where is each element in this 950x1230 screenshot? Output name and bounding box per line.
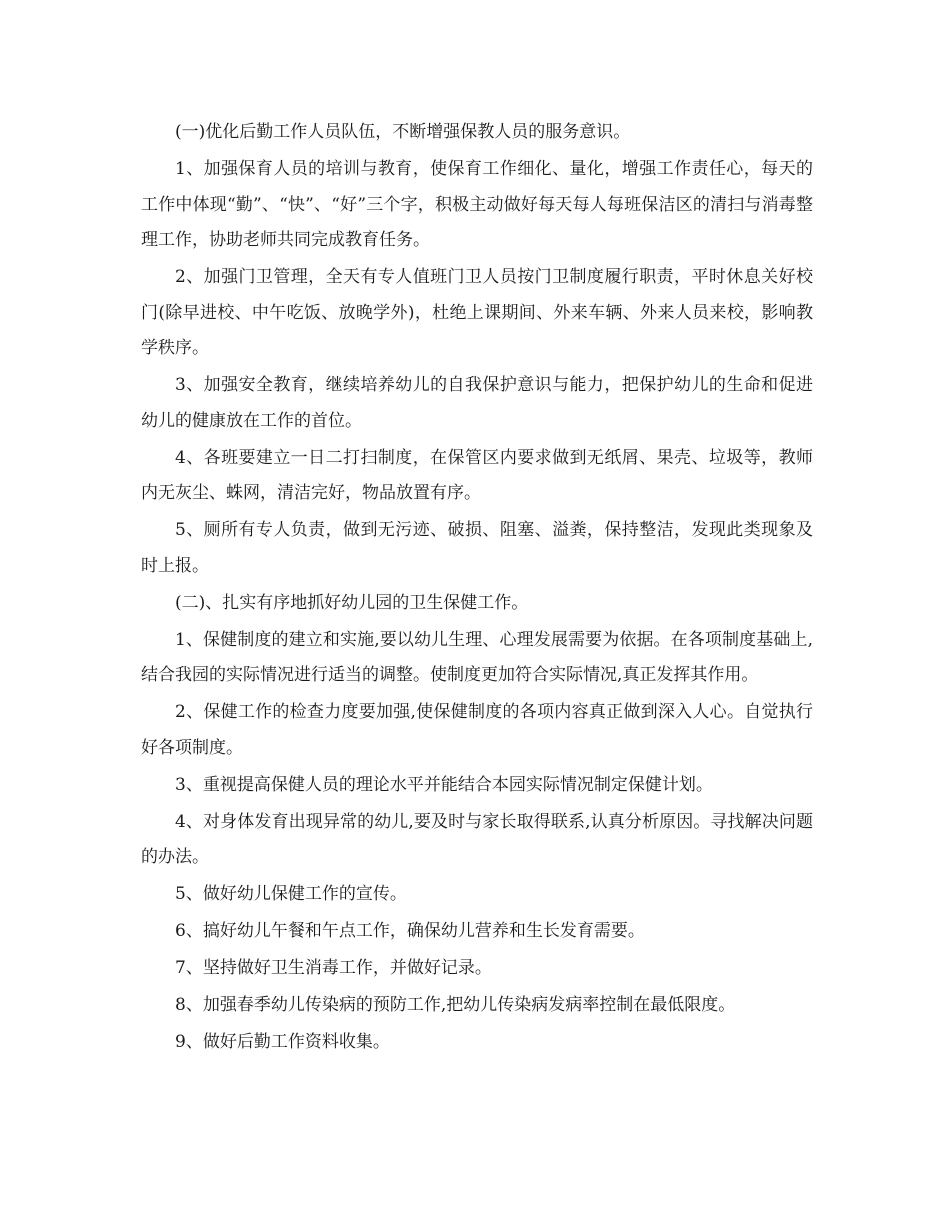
paragraph: 9、做好后勤工作资料收集。 [175,1032,390,1052]
paragraph: 7、坚持做好卫生消毒工作，并做好记录。 [175,958,492,978]
section-heading-1: (一)优化后勤工作人员队伍，不断增强保教人员的服务意识。 [175,122,631,142]
paragraph: 3、重视提高保健人员的理论水平并能结合本园实际情况制定保健计划。 [175,774,713,795]
paragraph: 5、做好幼儿保健工作的宣传。 [175,884,407,904]
paragraph: 3、加强安全教育，继续培养幼儿的自我保护意识与能力，把保护幼儿的生命和促进幼儿的健康放在工作的首位。 [141,375,813,431]
document-body [141,115,813,1062]
paragraph: 4、对身体发育出现异常的幼儿,要及时与家长取得联系,认真分析原因。寻找解决问题的办法。 [141,811,813,867]
paragraph: 6、搞好幼儿午餐和午点工作，确保幼儿营养和生长发育需要。 [175,921,645,941]
paragraph: 2、加强门卫管理，全天有专人值班门卫人员按门卫制度履行职责，平时休息关好校门(除早进校、中午吃饭、放晚学外)，杜绝上课期间、外来车辆、外来人员来校，影响教学秩序。 [141,267,813,358]
paragraph: 1、加强保育人员的培训与教育，使保育工作细化、量化，增强工作责任心，每天的工作中体现“勤”、“快”、“好”三个字，积极主动做好每天每人每班保洁区的清扫与消毒整理工作，协助老师共同完成教育任务。 [141,159,813,250]
paragraph: 1、保健制度的建立和实施,要以幼儿生理、心理发展需要为依据。在各项制度基础上,结合我园的实际情况进行适当的调整。使制度更加符合实际情况,真正发挥其作用。 [141,629,813,685]
paragraph: 4、各班要建立一日二打扫制度，在保管区内要求做到无纸屑、果壳、垃圾等，教师内无灰尘、蛛网，清洁完好，物品放置有序。 [141,447,813,503]
paragraph: 2、保健工作的检查力度要加强,使保健制度的各项内容真正做到深入人心。自觉执行好各项制度。 [141,702,813,758]
paragraph: 8、加强春季幼儿传染病的预防工作,把幼儿传染病发病率控制在最低限度。 [175,995,736,1015]
section-heading-2: (二)、扎实有序地抓好幼儿园的卫生保健工作。 [175,592,529,613]
paragraph: 5、厕所有专人负责，做到无污迹、破损、阻塞、溢粪，保持整洁，发现此类现象及时上报。 [141,520,813,576]
